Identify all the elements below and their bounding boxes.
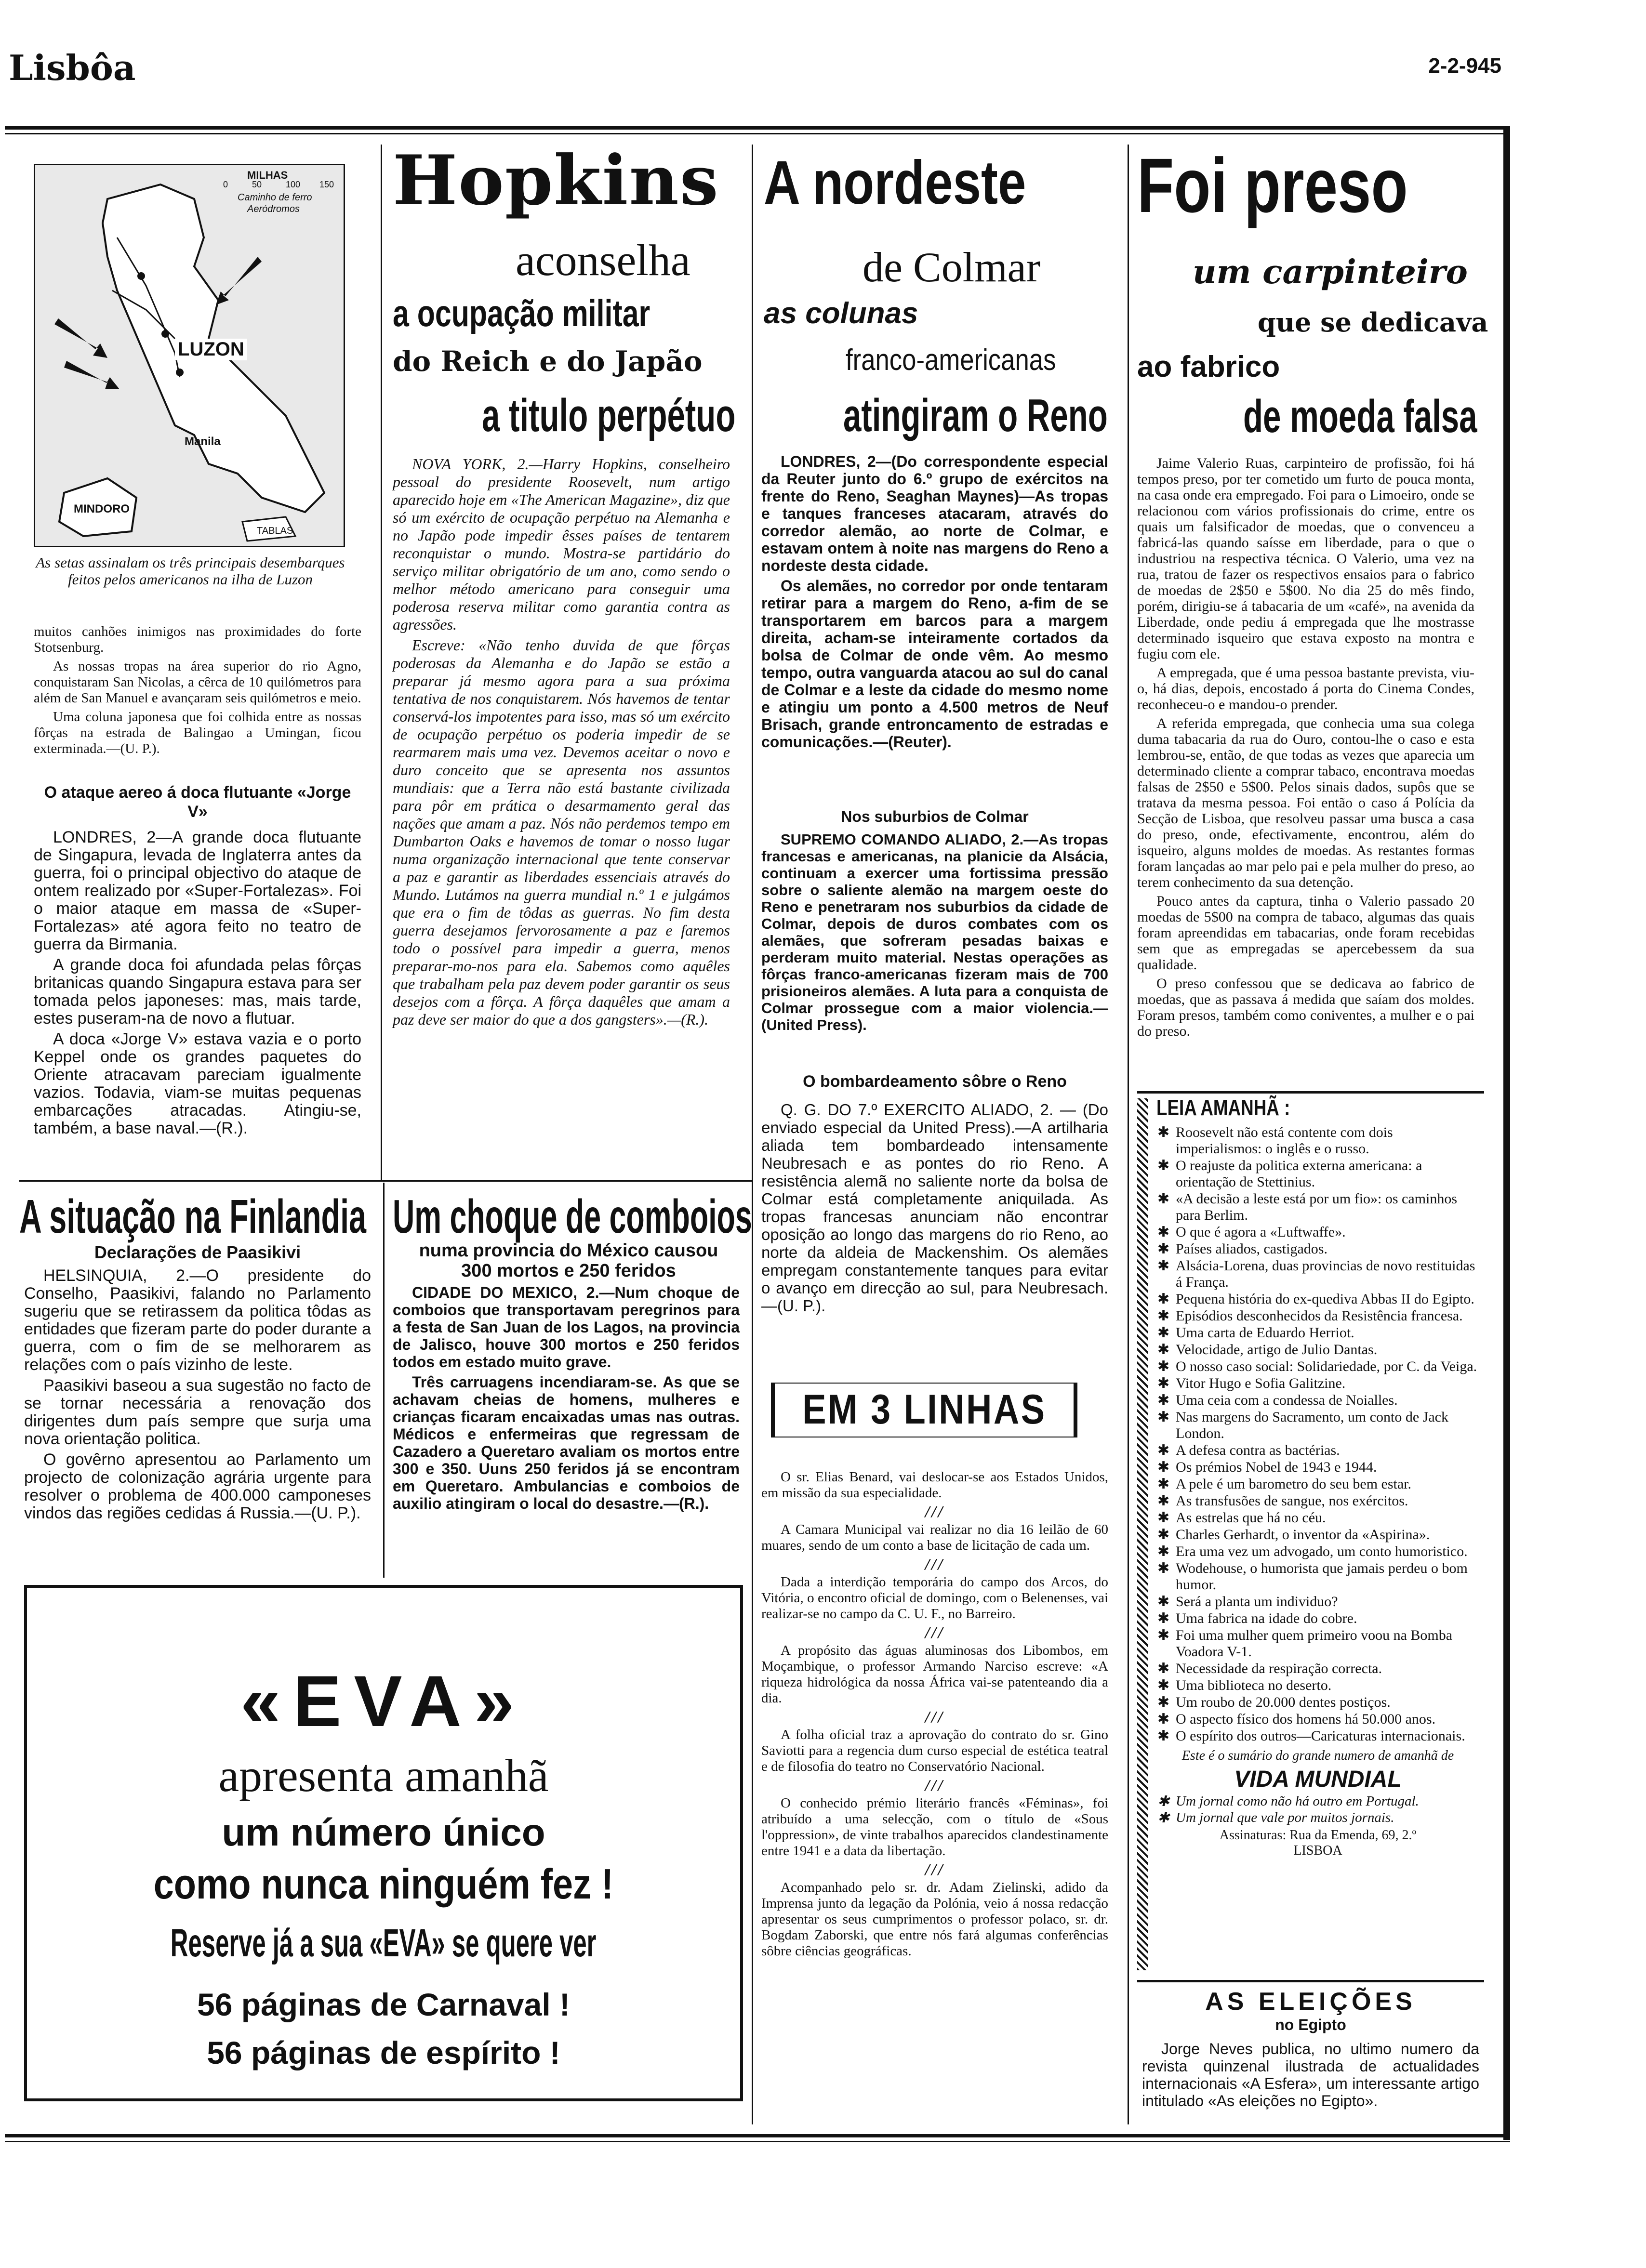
preso-paragraph: Jaime Valerio Ruas, carpinteiro de profissão, foi há tempos preso, por ter cometido um furto de pouca monta, na casa onde era empregado. Foi para o Limoeiro, onde se relacionou com vários profissionais do crime, entre os quais um falsificador de moedas, que o convenceu a fabricá-las quando saísse em liberdade, para o que o industriou na respectiva técnica. O Valerio, uma vez na rua, tratou de fazer os respectivos ensaios para o fabrico de moedas de 2$50 e 5$00. No dia 25 do mês findo, porém, dirigiu-se á tabacaria de um «café», na avenida da Liberdade, onde pediu á empregada que lhe mostrasse determinado isqueiro que estava exposto na montra e fugiu com ele.: [1137, 455, 1474, 662]
leia-item: ✱ Uma ceia com a condessa de Noialles.: [1156, 1392, 1479, 1409]
em-3-linhas-title: EM 3 LINHAS: [802, 1386, 1047, 1433]
eva-line-3: como nunca ninguém fez !: [153, 1860, 614, 1908]
map-legend-title: MILHAS: [247, 169, 288, 181]
leia-item: ✱ Uma carta de Eduardo Herriot.: [1156, 1325, 1479, 1341]
leia-item: ✱ Charles Gerhardt, o inventor da «Aspirina».: [1156, 1527, 1479, 1543]
leia-amanha-list: [1156, 1124, 1479, 1744]
map-legend-airfields: Aeródromos: [247, 204, 300, 214]
linhas-item: Acompanhado pelo sr. dr. Adam Zielinski, adido da Imprensa junto da legação da Polónia, veio á nossa redacção apresentar os seus cumprimentos o professor polaco, sr. dr. Bogdam Zaborski, que entre nós fará algumas conferências sôbre ciências geográficas.: [761, 1880, 1108, 1959]
middle-band-rule: [19, 1180, 752, 1182]
leia-item: ✱ Países aliados, castigados.: [1156, 1241, 1479, 1257]
col-sep-1: [381, 145, 382, 1180]
leia-item: ✱ Uma biblioteca no deserto.: [1156, 1677, 1479, 1694]
preso-paragraph: Pouco antes da captura, tinha o Valerio passado 20 moedas de 5$00 na compra de tabaco, algumas das quais foram apreendidas em tabacarias, onde foram recebidas sem que as empregadas se apercebessem da sua qualidade.: [1137, 893, 1474, 973]
finlandia-paragraph: HELSINQUIA, 2.—O presidente do Conselho, Paasikivi, falando no Parlamento sugeriu que se retirassem da politica tôdas as entidades que fizeram parte do poder durante a guerra, com o fim de se melhorarem as relações com o país vizinho de leste.: [24, 1266, 371, 1374]
comboios-article: [393, 1284, 740, 1515]
eleicoes-paragraph: Jorge Neves publica, no ultimo numero da revista quinzenal ilustrada de actualidades internacionais «A Esfera», um interessante artigo intitulado «As eleições no Egipto».: [1142, 2040, 1479, 2110]
eva-line-5: 56 páginas de Carnaval !: [197, 1987, 570, 2022]
leia-item: ✱ As estrelas que há no céu.: [1156, 1510, 1479, 1526]
map-legend-tick-2: 100: [286, 180, 301, 189]
linhas-separator: ///: [925, 1861, 945, 1879]
leia-box-hatch-left: [1137, 1098, 1148, 1970]
colmar-headline: A nordeste: [764, 148, 1026, 217]
col-sep-3: [1128, 145, 1129, 2124]
vida-mundial-item: ✱ Um jornal que vale por muitos jornais.: [1156, 1810, 1479, 1826]
linhas-separator: ///: [925, 1556, 945, 1573]
issue-date: 2-2-945: [1428, 54, 1501, 78]
leia-item: ✱ Foi uma mulher quem primeiro voou na Bomba Voadora V-1.: [1156, 1627, 1479, 1660]
right-border: [1503, 126, 1510, 2140]
finlandia-headline: A situação na Finlandia: [19, 1190, 367, 1243]
linhas-item: A propósito das águas aluminosas dos Libombos, em Moçambique, o professor Armando Narciso escreve: «A riqueza hidrológica da nossa África vai-se patenteando dia a dia.: [761, 1643, 1108, 1706]
map-caption: As setas assinalam os três principais desembarques feitos pelos americanos na ilha de Luzon: [36, 554, 345, 588]
preso-paragraph: A empregada, que é uma pessoa bastante prevista, viu-o, há dias, depois, encostado á porta do Cinema Condes, reconheceu-o e mandou-o prender.: [1137, 665, 1474, 712]
preso-paragraph: A referida empregada, que conhecia uma sua colega duma tabacaria da rua do Ouro, contou-lhe o caso e esta lembrou-se, então, de que todas as vezes que aparecia um determinado cliente a comprar tabaco, encontrava moedas falsas de 2$50 e 5$00. Pelos sinais dados, supôs que se tratava da mesma pessoa. Foi então o caso á Polícia da Secção de Lisboa, que resolveu passar uma busca a casa do preso, onde, efectivamente, encontrou, além do isqueiro, alguns moldes de moedas. As restantes formas foram lançadas ao mar pelo pai e pela mulher do preso, ao terem conhecimento da sua detenção.: [1137, 715, 1474, 890]
colmar-headline-4: franco-americanas: [846, 343, 1056, 377]
leia-item: ✱ Vitor Hugo e Sofia Galitzine.: [1156, 1375, 1479, 1392]
eleicoes-subtitle: no Egipto: [1275, 2016, 1346, 2033]
eva-line-2: um número único: [222, 1811, 545, 1854]
eva-advertisement: [24, 1585, 743, 2101]
em-3-linhas-box: [771, 1383, 1077, 1437]
leia-summary: Este é o sumário do grande numero de amanhã de: [1181, 1748, 1454, 1763]
luzon-paragraph: As nossas tropas na área superior do rio Agno, conquistaram San Nicolas, a cêrca de 10 quilómetros para além de San Manuel e avançaram seis quilómetros e meio.: [34, 659, 361, 706]
leia-item: ✱ O espírito dos outros—Caricaturas internacionais.: [1156, 1728, 1479, 1744]
em-3-linhas-list: [761, 1469, 1108, 1962]
eva-line-6: 56 páginas de espírito !: [207, 2035, 560, 2070]
preso-article: [1137, 455, 1474, 1042]
singapura-heading: O ataque aereo á doca flutuante «Jorge V»: [44, 783, 351, 821]
comboios-headline: Um choque de comboios: [393, 1190, 752, 1243]
col-sep-2: [752, 145, 753, 2124]
middle-band-sep: [383, 1183, 385, 1578]
colmar-subheading-2: O bombardeamento sôbre o Reno: [803, 1072, 1067, 1091]
linhas-separator: ///: [925, 1777, 945, 1794]
linhas-item: O sr. Elias Benard, vai deslocar-se aos Estados Unidos, em missão da sua especialidade.: [761, 1469, 1108, 1501]
leia-item: ✱ A pele é um barometro do seu bem estar.: [1156, 1476, 1479, 1492]
map-legend-tick-1: 50: [252, 180, 262, 189]
leia-item: ✱ Wodehouse, o humorista que jamais perdeu o bom humor.: [1156, 1560, 1479, 1593]
bottom-rule-thin: [5, 2141, 1510, 2142]
colmar-suburbios-article: [761, 831, 1108, 1036]
eva-title: «EVA»: [240, 1661, 527, 1741]
finlandia-paragraph: Paasikivi baseou a sua sugestão no facto de se tornar necessária a renovação dos dirigentes dum país sempre que surja uma nova orientação politica.: [24, 1376, 371, 1448]
leia-item: ✱ O que é agora a «Luftwaffe».: [1156, 1224, 1479, 1240]
leia-item: ✱ O aspecto físico dos homens há 50.000 anos.: [1156, 1711, 1479, 1727]
leia-item: ✱ Pequena história do ex-quediva Abbas II do Egipto.: [1156, 1291, 1479, 1307]
leia-item: ✱ Uma fabrica na idade do cobre.: [1156, 1610, 1479, 1627]
leia-item: ✱ Um roubo de 20.000 dentes postiços.: [1156, 1694, 1479, 1711]
hopkins-article: [393, 455, 730, 1031]
eva-line-4: Reserve já a sua «EVA» se quere ver: [171, 1921, 597, 1965]
paper-name: Lisbôa: [9, 47, 136, 88]
eleicoes-article: [1142, 2040, 1479, 2112]
top-rule: [5, 126, 1508, 130]
eleicoes-title: AS ELEIÇÕES: [1205, 1988, 1416, 2016]
linhas-item: A Camara Municipal vai realizar no dia 16 leilão de 60 muares, sendo de um conto a base de licitação de cada um.: [761, 1522, 1108, 1553]
luzon-map: [34, 164, 345, 547]
map-label-luzon: LUZON: [175, 339, 247, 360]
colmar-headline-3: as colunas: [764, 297, 918, 330]
leia-item: ✱ Os prémios Nobel de 1943 e 1944.: [1156, 1459, 1479, 1476]
preso-paragraph: O preso confessou que se dedicava ao fabrico de moedas, que as passava á medida que saíam dos moldes. Foram presos, também como coniventes, a mulher e o pai do preso.: [1137, 976, 1474, 1039]
linhas-item: A folha oficial traz a aprovação do contrato do sr. Gino Saviotti para a regencia dum curso especial de estética teatral e de filosofia do teatro no Conservatório Nacional.: [761, 1727, 1108, 1774]
colmar-bombardeamento-article: [761, 1101, 1108, 1318]
preso-headline-3: que se dedicava: [1258, 307, 1488, 338]
linhas-separator: ///: [925, 1624, 945, 1642]
leia-amanha-content: [1156, 1124, 1479, 1859]
linhas-item: Dada a interdição temporária do campo dos Arcos, do Vitória, o encontro oficial de domingo, com o Belenenses, vai realizar-se no campo da C. U. F., no Barreiro.: [761, 1574, 1108, 1622]
leia-item: ✱ As transfusões de sangue, nos exércitos.: [1156, 1493, 1479, 1509]
hopkins-headline-5: a titulo perpétuo: [482, 390, 736, 441]
singapura-article: [34, 829, 361, 1140]
leia-item: ✱ Alsácia-Lorena, duas provincias de novo restituidas á França.: [1156, 1258, 1479, 1291]
linhas-separator: ///: [925, 1708, 945, 1726]
eva-line-3-wrap: [27, 1860, 740, 1908]
vida-mundial-item: ✱ Um jornal como não há outro em Portugal.: [1156, 1793, 1479, 1809]
colmar-paragraph: LONDRES, 2—(Do correspondente especial da Reuter junto do 6.º grupo de exércitos na frente do Reno, Seaghan Maynes)—As tropas e tanques franceses atacaram, através do corredor alemão, ao norte de Colmar, e estavam ontem à noite nas margens do Reno a nordeste desta cidade.: [761, 453, 1108, 574]
leia-item: ✱ O reajuste da politica externa americana: a orientação de Stettinius.: [1156, 1158, 1479, 1190]
leia-city: LISBOA: [1293, 1843, 1342, 1858]
bottom-rule: [5, 2134, 1510, 2137]
map-label-mindoro: MINDORO: [74, 502, 130, 515]
leia-subscriptions: Assinaturas: Rua da Emenda, 69, 2.º: [1219, 1828, 1417, 1843]
eva-line-4-wrap: [27, 1920, 740, 1966]
hopkins-paragraph: NOVA YORK, 2.—Harry Hopkins, conselheiro pessoal do presidente Roosevelt, num artigo aparecido hoje em «The American Magazine», diz que só um exército de ocupação perpétuo na Alemanha e no Japão pode impedir êsses países de tentarem reconquistar o mundo. Mostra-se partidário do serviço militar obrigatório de um ano, como sendo o melhor método americano para conseguir uma poderosa reserva militar como garantia contra as agressões.: [393, 455, 730, 633]
eva-line-1: apresenta amanhã: [218, 1750, 549, 1801]
leia-item: ✱ Nas margens do Sacramento, um conto de Jack London.: [1156, 1409, 1479, 1442]
luzon-article: [34, 624, 361, 760]
colmar-bombardeamento-paragraph: Q. G. DO 7.º EXERCITO ALIADO, 2. — (Do enviado especial da United Press).—A artilharia aliada tem bombardeado intensamente Neubresach e as pontes do rio Reno. A resistência alemã no saliente norte da bolsa de Colmar está completamente aniquilada. As tropas francesas anunciam não encontrar oposição ao longo das margens do rio Reno, ao norte da aldeia de Mackenshim. Os alemães empregam constantemente tanques para evitar o avanço em direcção ao sul, para Neubresach.—(U. P.).: [761, 1101, 1108, 1315]
finlandia-article: [24, 1267, 371, 1525]
map-label-manila: Manila: [185, 435, 221, 448]
leia-item: ✱ Roosevelt não está contente com dois imperialismos: o inglês e o russo.: [1156, 1124, 1479, 1157]
leia-item: ✱ «A decisão a leste está por um fio»: os caminhos para Berlim.: [1156, 1191, 1479, 1224]
vida-mundial-list: [1156, 1793, 1479, 1826]
comboios-paragraph: Três carruagens incendiaram-se. As que se achavam cheias de homens, mulheres e crianças ficaram encaixadas umas nas outras. Médicos e enfermeiras que regressam de Cazadero a Queretaro avaliam os mortos entre 300 e 350. Uuns 250 feridos já se encontram em Queretaro. Ambulancias e comboios de auxilio atingiram o local do desastre.—(R.).: [393, 1373, 740, 1512]
hopkins-headline-4: do Reich e do Japão: [393, 345, 703, 378]
hopkins-headline: Hopkins: [393, 141, 719, 221]
linhas-separator: ///: [925, 1503, 945, 1521]
colmar-paragraph: Os alemães, no corredor por onde tentaram retirar para a margem do Reno, a-fim de se transportarem em barcos para a margem direita, acham-se inteiramente cortados da bolsa de Colmar de onde vêm. Ao mesmo tempo, outra vanguarda atacou ao sul do canal de Colmar e a leste da cidade do mesmo nome e atingiu um ponto a 4.500 metros de Neuf Brisach, grande entroncamento de estradas e comunicações.—(Reuter).: [761, 577, 1108, 751]
leia-amanha-title: LEIA AMANHÃ :: [1156, 1095, 1290, 1120]
luzon-paragraph: muitos canhões inimigos nas proximidades do forte Stotsenburg.: [34, 624, 361, 655]
colmar-headline-2: de Colmar: [863, 244, 1041, 291]
leia-item: ✱ Necessidade da respiração correcta.: [1156, 1661, 1479, 1677]
hopkins-headline-3: a ocupação militar: [393, 292, 650, 334]
preso-headline: Foi preso: [1137, 142, 1408, 228]
map-legend-tick-0: 0: [223, 180, 228, 189]
linhas-item: O conhecido prémio literário francês «Féminas», foi atribuído a uma selecção, com o título de «Sous l'oppression», de vinte trabalhos aparecidos clandestinamente entre 1941 e a data da libertação.: [761, 1795, 1108, 1859]
leia-item: ✱ Será a planta um individuo?: [1156, 1594, 1479, 1610]
leia-item: ✱ O nosso caso social: Solidariedade, por C. da Veiga.: [1156, 1358, 1479, 1375]
map-legend-tick-3: 150: [319, 180, 334, 189]
top-rule-thin: [5, 133, 1508, 134]
comboios-subheading: numa provincia do México causou 300 mortos e 250 feridos: [419, 1240, 718, 1281]
map-legend-railway: Caminho de ferro: [238, 192, 312, 203]
finlandia-paragraph: O govêrno apresentou ao Parlamento um projecto de colonização agrária urgente para resolver o problema de 400.000 camponeses vindos das regiões cedidas á Russia.—(U. P.).: [24, 1450, 371, 1522]
colmar-headline-5: atingiram o Reno: [843, 390, 1108, 441]
map-label-tablas: TABLAS: [257, 526, 293, 536]
finlandia-subheading: Declarações de Paasikivi: [94, 1242, 301, 1262]
singapura-paragraph: A grande doca foi afundada pelas fôrças britanicas quando Singapura estava para ser tomada pelos japoneses: mas, mais tarde, estes puseram-na de novo a flutuar.: [34, 956, 361, 1028]
colmar-subheading-1: Nos suburbios de Colmar: [841, 808, 1029, 825]
comboios-paragraph: CIDADE DO MEXICO, 2.—Num choque de comboios que transportavam peregrinos para a festa de San Juan de los Lagos, na provincia de Jalisco, houve 300 mortos e 250 feridos todos em estado muito grave.: [393, 1284, 740, 1371]
colmar-suburbios-paragraph: SUPREMO COMANDO ALIADO, 2.—As tropas francesas e americanas, na planicie da Alsácia, continuam a exercer uma fortissima pressão sobre o saliente alemão na margem oeste do Reno e penetraram nos suburbios da cidade de Colmar, depois de duros combates com os alemães, que sofreram pesadas baixas e perderam muito material. Nestas operações as fôrças franco-americanas fizeram mais de 700 prisioneiros alemães. A luta para a conquista de Colmar prossegue com a maior violencia.—(United Press).: [761, 831, 1108, 1033]
hopkins-paragraph: Escreve: «Não tenho duvida de que fôrças poderosas da Alemanha e do Japão se estão a preparar já mesmo agora para a sua próxima tentativa de nos conquistarem. Nós havemos de tentar conservá-los impotentes para isso, mas só um exército de ocupação perpétuo os poderia impedir de se rearmarem mais uma vez. Devemos aceitar o novo e duro conceito que se apresenta nos assuntos mundiais: que a Terra não está bastante civilizada para pôr em prática o desarmamento geral das nações que amam a paz. Nós não perdemos tempo em Dumbarton Oaks e havemos de tomar o nosso lugar numa organização internacional que tente conservar a paz e garantir as liberdades essenciais através do Mundo. Lutámos na guerra mundial n.º 1 e julgámos que era o fim de tôdas as guerras. No fim desta guerra desejamos fervorosamente a paz e faremos todo o possível para impedir a guerra, menos preparar-mo-nos para ela. Sabemos como aquêles que trabalham pela paz devem poder garantir os seus desejos com a fôrça. A fôrça daquêles que amam a paz deve ser maior do que a dos gangsters».—(R.).: [393, 636, 730, 1028]
leia-amanha-box: [1137, 1091, 1484, 1982]
leia-item: ✱ Era uma vez um advogado, um conto humoristico.: [1156, 1543, 1479, 1560]
preso-headline-4: ao fabrico: [1137, 350, 1280, 383]
colmar-article: [761, 453, 1108, 753]
leia-item: ✱ Velocidade, artigo de Julio Dantas.: [1156, 1342, 1479, 1358]
preso-headline-5: de moeda falsa: [1243, 391, 1477, 442]
preso-headline-2: um carpinteiro: [1193, 253, 1468, 291]
vida-mundial-title: VIDA MUNDIAL: [1234, 1767, 1402, 1792]
leia-item: ✱ Episódios desconhecidos da Resistência francesa.: [1156, 1308, 1479, 1324]
luzon-paragraph: Uma coluna japonesa que foi colhida entre as nossas fôrças na estrada de Balingao a Umingan, ficou exterminada.—(U. P.).: [34, 709, 361, 756]
singapura-paragraph: A doca «Jorge V» estava vazia e o porto Keppel onde os grandes paquetes do Oriente atracavam pareciam igualmente vazios. Todavia, viam-se muitas pequenas embarcações atracadas. Atingiu-se, também, a base naval.—(R.).: [34, 1030, 361, 1137]
singapura-paragraph: LONDRES, 2—A grande doca flutuante de Singapura, levada de Inglaterra antes da guerra, foi o principal objectivo do ataque de ontem realizado por «Super-Fortalezas». Foi o maior ataque em massa de «Super-Fortalezas» até agora feito no teatro de guerra da Birmania.: [34, 828, 361, 953]
leia-item: ✱ A defesa contra as bactérias.: [1156, 1442, 1479, 1459]
hopkins-headline-2: aconselha: [516, 236, 690, 285]
